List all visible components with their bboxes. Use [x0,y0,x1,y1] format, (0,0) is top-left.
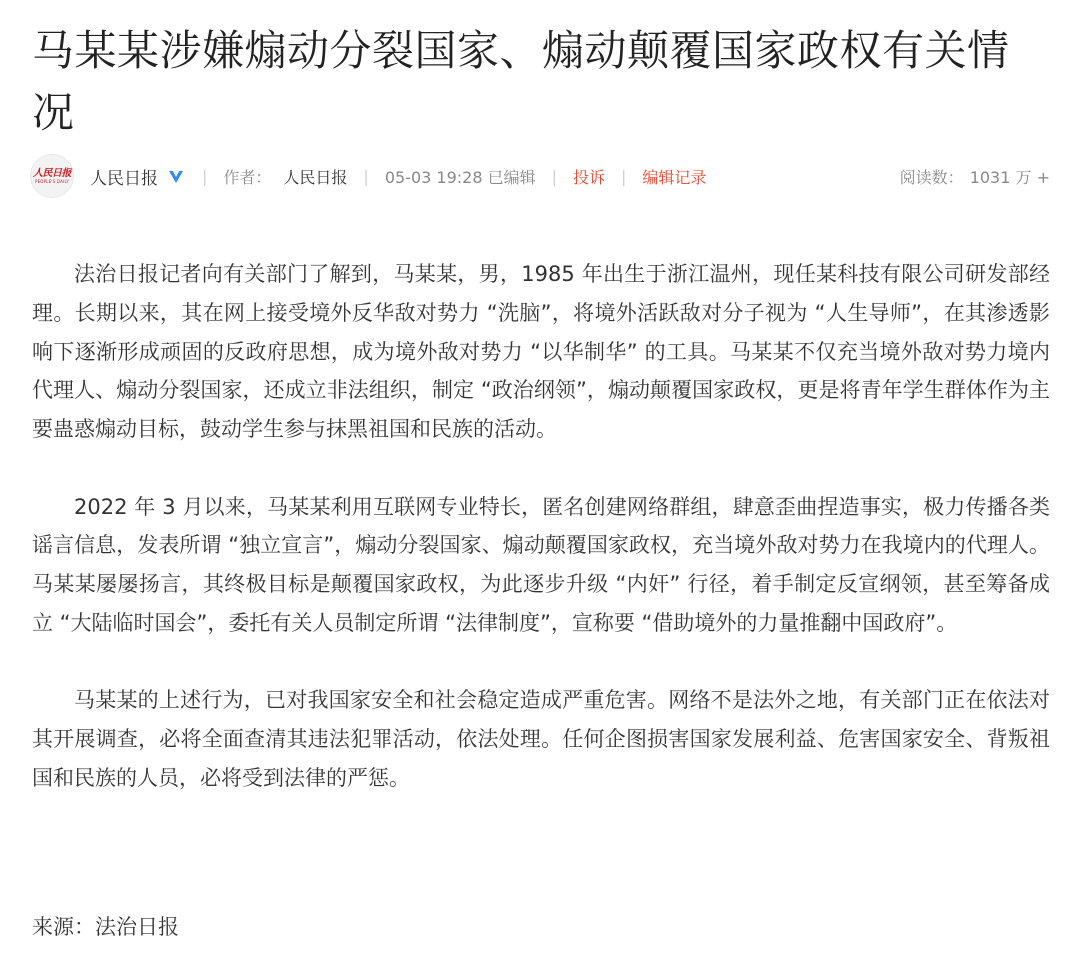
meta-divider: | [363,166,369,186]
article-title: 马某某涉嫌煽动分裂国家、煽动颠覆国家政权有关情况 [32,26,1010,137]
meta-divider: | [551,166,557,186]
author-prefix-label: 作者： [223,167,272,187]
article-body [32,255,1050,798]
meta-divider: | [202,166,208,186]
publisher-name-link[interactable]: 人民日报 [90,168,158,189]
read-count-value: 1031 万 + [969,167,1050,187]
article-source: 来源：法治日报 [32,915,179,939]
article-paragraph: 马某某的上述行为，已对我国家安全和社会稳定造成严重危害。网络不是法外之地，有关部门正在依法对其开展调查，必将全面查清其违法犯罪活动，依法处理。任何企图损害国家发展利益、危害国家安全、背叛祖国和民族的人员，必将受到法律的严惩。 [32,688,1050,790]
publish-timestamp: 05-03 19:28 已编辑 [384,167,536,187]
verified-v-icon [166,166,186,186]
read-count-label: 阅读数： [899,167,964,187]
article-meta-bar [30,154,1050,198]
edit-history-link[interactable]: 编辑记录 [642,167,707,187]
publisher-logo-text: 人民日报 [33,168,71,179]
publisher-logo-subtext: PEOPLE'S DAILY [34,179,70,184]
author-name: 人民日报 [283,167,348,187]
publisher-avatar[interactable] [30,154,74,198]
meta-divider: | [621,166,627,186]
article-paragraph: 2022 年 3 月以来，马某某利用互联网专业特长，匿名创建网络群组，肆意歪曲捏造事实，极力传播各类谣言信息，发表所谓 “独立宣言”，煽动分裂国家、煽动颠覆国家政权，充当境外敌对势力在我境内的代理人。马某某屡屡扬言，其终极目标是颠覆国家政权，为此逐步升级 “内奸” 行径，着手制定反宣纲领，甚至筹备成立 “大陆临时国会”，委托有关人员制定所谓 “法律制度”，宣称要 “借助境外的力量推翻中国政府”。 [32,494,1050,635]
article-paragraph: 法治日报记者向有关部门了解到，马某某，男，1985 年出生于浙江温州，现任某科技有限公司研发部经理。长期以来，其在网上接受境外反华敌对势力 “洗脑”，将境外活跃敌对分子视为 “人生导师”，在其渗透影响下逐渐形成顽固的反政府思想，成为境外敌对势力 “以华制华” 的工具。马某某不仅充当境外敌对势力境内代理人、煽动分裂国家，还成立非法组织，制定 “政治纲领”，煽动颠覆国家政权，更是将青年学生群体作为主要蛊惑煽动目标，鼓动学生参与抹黑祖国和民族的活动。 [32,262,1050,442]
complain-link[interactable]: 投诉 [572,167,605,187]
